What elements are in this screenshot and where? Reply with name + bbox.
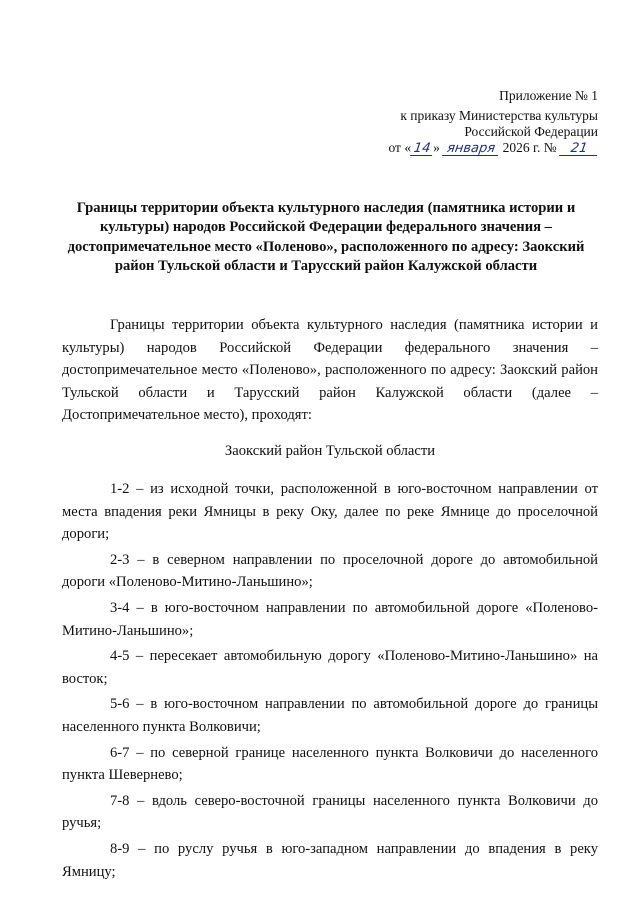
order-line-1: к приказу Министерства культуры [400,108,598,123]
date-year: 2026 г. № [502,140,557,155]
order-date-line [388,140,598,156]
list-item: 7-8 – вдоль северо-восточной границы населенного пункта Волковичи до ручья; [62,792,598,832]
order-reference [388,108,598,156]
list-item: 6-7 – по северной границе населенного пункта Волковичи до населенного пункта Шевернево; [62,744,598,784]
list-item: 2-3 – в северном направлении по проселочной дороге до автомобильной дороги «Поленово-Митино-Ланьшино»; [62,551,598,591]
list-item: 8-9 – по руслу ручья в юго-западном направлении до впадения в реку Ямницу; [62,840,598,880]
handwritten-month: января [442,142,500,156]
intro-paragraph: Границы территории объекта культурного наследия (памятника истории и культуры) народов Российской Федерации федерального значения – достопримечательное место «Поленово», расположенного по адресу: Заокский район Тульской области и Тарусский район Калужской области (далее – Достопримечательное место), проходят: [62,317,598,424]
date-mid: » [433,140,440,155]
handwritten-order-number: 21 [559,142,599,156]
appendix-number: Приложение № 1 [499,88,598,103]
appendix-label [499,88,598,104]
handwritten-day: 14 [410,142,434,156]
section-heading: Заокский район Тульской области [224,443,436,459]
date-prefix: от « [388,140,412,155]
list-item: 5-6 – в юго-восточном направлении по автомобильной дороге до границы населенного пункта Волковичи; [62,696,598,735]
boundary-list [62,478,598,886]
list-item: 1-2 – из исходной точки, расположенной в юго-восточном направлении от места впадения реки Ямницы в реку Оку, далее по реке Ямнице до проселочной дороги; [62,481,598,543]
list-item: 4-5 – пересекает автомобильную дорогу «Поленово-Митино-Ланьшино» на восток; [62,648,598,687]
document-title: Границы территории объекта культурного наследия (памятника истории и культуры) народов Российской Федерации федерального значения – достопримечательное место «Поленово», расположенного по адресу: Заокский район Тульской области и Тарусский район Калужской области [67,200,585,275]
list-item: 3-4 – в юго-восточном направлении по автомобильной дороге «Поленово-Митино-Ланьшино»; [62,599,598,639]
order-line-2: Российской Федерации [464,124,598,139]
